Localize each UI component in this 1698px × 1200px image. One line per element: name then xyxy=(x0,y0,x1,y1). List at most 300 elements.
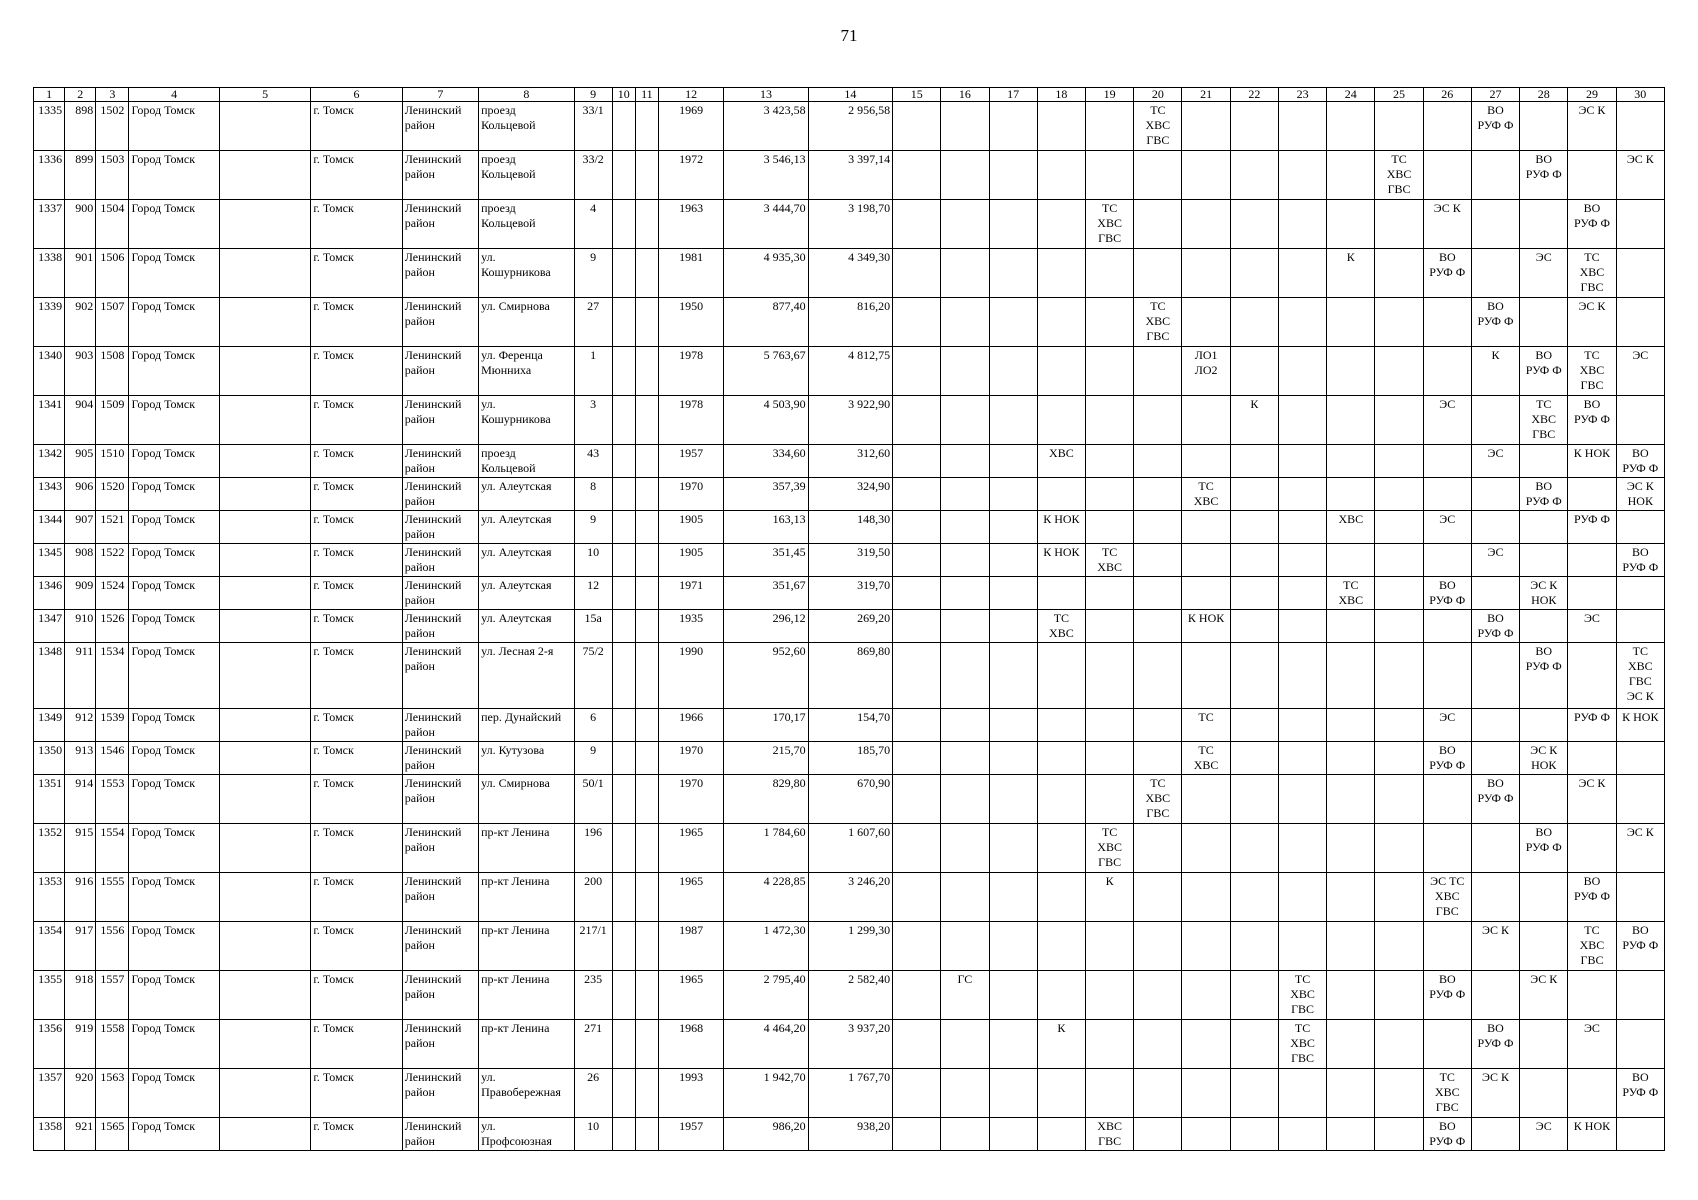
table-cell: 1348 xyxy=(34,643,65,709)
table-cell: ЭС xyxy=(1423,511,1471,544)
table-cell xyxy=(989,873,1037,922)
table-cell: ЭС К xyxy=(1568,298,1616,347)
table-cell: Ленинский район xyxy=(402,347,478,396)
table-cell: 3 397,14 xyxy=(808,151,892,200)
table-cell xyxy=(1134,610,1182,643)
table-row xyxy=(34,775,1665,824)
table-cell xyxy=(1230,1069,1278,1118)
table-cell xyxy=(1278,1118,1326,1151)
table-cell xyxy=(1086,347,1134,396)
table-cell xyxy=(1230,249,1278,298)
table-cell xyxy=(635,249,658,298)
table-cell: 1 472,30 xyxy=(724,922,808,971)
column-header: 25 xyxy=(1375,88,1423,102)
table-cell xyxy=(219,873,310,922)
table-cell xyxy=(1182,511,1230,544)
table-cell xyxy=(1086,249,1134,298)
table-cell xyxy=(893,347,941,396)
table-cell: 351,67 xyxy=(724,577,808,610)
column-header: 7 xyxy=(402,88,478,102)
table-cell: пер. Дунайский xyxy=(479,709,574,742)
table-cell: 271 xyxy=(574,1020,612,1069)
table-cell: 196 xyxy=(574,824,612,873)
table-cell: ХВС xyxy=(1327,511,1375,544)
table-cell: 1966 xyxy=(658,709,723,742)
table-cell xyxy=(612,873,635,922)
table-cell xyxy=(893,1118,941,1151)
table-cell: 1978 xyxy=(658,396,723,445)
table-cell xyxy=(612,1069,635,1118)
column-header: 22 xyxy=(1230,88,1278,102)
table-cell xyxy=(635,643,658,709)
table-cell: 1356 xyxy=(34,1020,65,1069)
table-cell xyxy=(1423,1020,1471,1069)
table-cell: 4 464,20 xyxy=(724,1020,808,1069)
table-cell xyxy=(989,200,1037,249)
table-cell: 3 423,58 xyxy=(724,102,808,151)
table-cell xyxy=(1230,742,1278,775)
table-cell: Город Томск xyxy=(129,1069,219,1118)
table-cell xyxy=(1423,298,1471,347)
table-cell: 357,39 xyxy=(724,478,808,511)
table-cell: 829,80 xyxy=(724,775,808,824)
table-cell: 816,20 xyxy=(808,298,892,347)
table-cell: ВО РУФ Ф xyxy=(1423,971,1471,1020)
table-cell xyxy=(635,445,658,478)
table-cell xyxy=(989,544,1037,577)
table-cell: Город Томск xyxy=(129,1118,219,1151)
table-cell xyxy=(635,151,658,200)
table-cell xyxy=(1471,1118,1519,1151)
table-cell xyxy=(1568,742,1616,775)
table-cell xyxy=(1471,873,1519,922)
table-cell xyxy=(1230,1118,1278,1151)
table-cell xyxy=(941,298,989,347)
table-cell xyxy=(1278,1069,1326,1118)
table-cell xyxy=(612,1118,635,1151)
table-cell xyxy=(1230,775,1278,824)
table-cell xyxy=(1471,742,1519,775)
table-cell: г. Томск xyxy=(311,577,402,610)
table-cell xyxy=(1182,249,1230,298)
table-cell: 319,50 xyxy=(808,544,892,577)
table-cell xyxy=(941,544,989,577)
table-cell: ТС ХВС xyxy=(1182,478,1230,511)
table-cell: ул. Профсоюзная xyxy=(479,1118,574,1151)
table-cell xyxy=(1375,298,1423,347)
table-cell xyxy=(1230,709,1278,742)
table-cell xyxy=(893,610,941,643)
table-cell xyxy=(219,200,310,249)
table-cell xyxy=(1616,298,1664,347)
table-cell xyxy=(219,445,310,478)
table-cell: Город Томск xyxy=(129,824,219,873)
table-cell xyxy=(1134,1118,1182,1151)
table-cell: ЭС К xyxy=(1471,922,1519,971)
table-cell: ЭС К xyxy=(1616,824,1664,873)
table-cell xyxy=(893,544,941,577)
table-cell xyxy=(635,971,658,1020)
table-cell xyxy=(1230,151,1278,200)
table-cell: 1338 xyxy=(34,249,65,298)
table-cell: К НОК xyxy=(1568,1118,1616,1151)
table-cell: ТС ХВС ГВС xyxy=(1568,249,1616,298)
table-cell: 1 xyxy=(574,347,612,396)
table-cell: ВО РУФ Ф xyxy=(1423,249,1471,298)
table-cell: 9 xyxy=(574,511,612,544)
table-cell: 920 xyxy=(65,1069,96,1118)
table-cell xyxy=(1278,298,1326,347)
table-cell: 4 812,75 xyxy=(808,347,892,396)
column-header: 18 xyxy=(1037,88,1085,102)
table-cell: 3 246,20 xyxy=(808,873,892,922)
table-cell xyxy=(1037,873,1085,922)
table-cell xyxy=(989,1020,1037,1069)
table-cell xyxy=(1182,544,1230,577)
table-cell: Город Томск xyxy=(129,971,219,1020)
table-cell xyxy=(219,151,310,200)
table-cell: 1978 xyxy=(658,347,723,396)
table-cell xyxy=(893,873,941,922)
table-cell: 319,70 xyxy=(808,577,892,610)
table-row xyxy=(34,445,1665,478)
table-cell xyxy=(893,971,941,1020)
column-header: 14 xyxy=(808,88,892,102)
table-cell: г. Томск xyxy=(311,1069,402,1118)
table-cell: 1358 xyxy=(34,1118,65,1151)
table-cell: ВО РУФ Ф xyxy=(1471,775,1519,824)
table-cell: Ленинский район xyxy=(402,445,478,478)
table-cell xyxy=(989,478,1037,511)
column-header: 16 xyxy=(941,88,989,102)
table-row xyxy=(34,298,1665,347)
table-cell: 1935 xyxy=(658,610,723,643)
table-cell xyxy=(1230,971,1278,1020)
table-cell xyxy=(1230,1020,1278,1069)
table-cell: 163,13 xyxy=(724,511,808,544)
table-cell: Ленинский район xyxy=(402,396,478,445)
table-cell xyxy=(1134,478,1182,511)
table-cell: ГС xyxy=(941,971,989,1020)
column-header: 28 xyxy=(1520,88,1568,102)
table-cell xyxy=(1037,971,1085,1020)
table-cell xyxy=(1182,1020,1230,1069)
table-cell: г. Томск xyxy=(311,102,402,151)
table-row xyxy=(34,544,1665,577)
table-cell xyxy=(1037,1069,1085,1118)
table-cell xyxy=(989,643,1037,709)
table-cell xyxy=(1616,102,1664,151)
table-cell: ВО РУФ Ф xyxy=(1471,298,1519,347)
table-cell xyxy=(1520,445,1568,478)
table-cell: 3 922,90 xyxy=(808,396,892,445)
table-cell xyxy=(989,445,1037,478)
table-cell: Ленинский район xyxy=(402,971,478,1020)
table-cell: Город Томск xyxy=(129,709,219,742)
column-header: 9 xyxy=(574,88,612,102)
table-cell: 33/1 xyxy=(574,102,612,151)
table-cell xyxy=(1037,347,1085,396)
column-header: 29 xyxy=(1568,88,1616,102)
table-cell: Ленинский район xyxy=(402,775,478,824)
table-cell: ВО РУФ Ф xyxy=(1568,396,1616,445)
table-cell: 899 xyxy=(65,151,96,200)
table-cell xyxy=(635,1020,658,1069)
table-cell xyxy=(1278,643,1326,709)
table-cell xyxy=(1471,643,1519,709)
table-cell xyxy=(893,1069,941,1118)
table-cell: ХВС xyxy=(1037,445,1085,478)
table-cell xyxy=(989,249,1037,298)
table-cell: Город Томск xyxy=(129,577,219,610)
table-cell: 235 xyxy=(574,971,612,1020)
table-cell xyxy=(1086,1069,1134,1118)
table-cell: ЭС xyxy=(1423,709,1471,742)
table-cell xyxy=(1278,775,1326,824)
table-cell xyxy=(1037,249,1085,298)
table-cell xyxy=(1134,544,1182,577)
table-cell: 986,20 xyxy=(724,1118,808,1151)
table-cell: 4 xyxy=(574,200,612,249)
table-cell: 1503 xyxy=(96,151,129,200)
table-cell: 1970 xyxy=(658,478,723,511)
table-cell: Ленинский район xyxy=(402,151,478,200)
table-cell xyxy=(1086,971,1134,1020)
table-cell xyxy=(1471,971,1519,1020)
table-cell xyxy=(635,396,658,445)
table-cell: ЭС К xyxy=(1568,775,1616,824)
table-cell: 1522 xyxy=(96,544,129,577)
table-cell: 910 xyxy=(65,610,96,643)
table-cell: 2 795,40 xyxy=(724,971,808,1020)
table-cell: 911 xyxy=(65,643,96,709)
table-cell xyxy=(1520,511,1568,544)
table-cell xyxy=(1520,775,1568,824)
table-cell xyxy=(1278,742,1326,775)
table-cell xyxy=(1375,249,1423,298)
table-cell: ТС ХВС xyxy=(1037,610,1085,643)
table-cell: К НОК xyxy=(1037,544,1085,577)
table-cell xyxy=(1423,643,1471,709)
table-cell: ТС xyxy=(1182,709,1230,742)
table-cell xyxy=(989,709,1037,742)
table-cell xyxy=(1423,151,1471,200)
table-cell xyxy=(1327,445,1375,478)
column-header: 1 xyxy=(34,88,65,102)
table-row xyxy=(34,709,1665,742)
table-cell xyxy=(941,249,989,298)
table-cell xyxy=(941,396,989,445)
table-cell: 1539 xyxy=(96,709,129,742)
table-cell: ВО РУФ Ф xyxy=(1520,643,1568,709)
page-number: 71 xyxy=(840,26,858,45)
table-cell xyxy=(941,709,989,742)
table-cell xyxy=(893,102,941,151)
table-cell: ТС ХВС ГВС xyxy=(1278,971,1326,1020)
table-cell xyxy=(219,249,310,298)
table-cell xyxy=(1327,824,1375,873)
table-cell: 1341 xyxy=(34,396,65,445)
table-cell xyxy=(1182,396,1230,445)
table-cell xyxy=(1375,1069,1423,1118)
table-cell xyxy=(219,1118,310,1151)
table-cell xyxy=(1327,742,1375,775)
table-cell: Город Томск xyxy=(129,775,219,824)
table-cell: 4 228,85 xyxy=(724,873,808,922)
table-cell xyxy=(1471,577,1519,610)
table-cell: ВО РУФ Ф xyxy=(1423,742,1471,775)
table-row xyxy=(34,971,1665,1020)
table-cell: ЭС xyxy=(1568,1020,1616,1069)
column-header: 17 xyxy=(989,88,1037,102)
table-cell xyxy=(1327,922,1375,971)
table-cell xyxy=(612,478,635,511)
table-cell xyxy=(1278,478,1326,511)
table-cell xyxy=(941,1020,989,1069)
table-cell: 1502 xyxy=(96,102,129,151)
table-cell: ВО РУФ Ф xyxy=(1520,478,1568,511)
table-cell: 1556 xyxy=(96,922,129,971)
table-cell xyxy=(941,102,989,151)
table-cell xyxy=(1327,200,1375,249)
table-cell xyxy=(989,971,1037,1020)
table-cell xyxy=(1375,577,1423,610)
table-cell xyxy=(1616,249,1664,298)
table-cell xyxy=(893,249,941,298)
table-cell: 12 xyxy=(574,577,612,610)
table-cell: 1970 xyxy=(658,775,723,824)
table-cell xyxy=(1230,347,1278,396)
table-cell: Город Томск xyxy=(129,151,219,200)
table-cell xyxy=(1182,1118,1230,1151)
table-cell: ул. Алеутская xyxy=(479,544,574,577)
table-cell xyxy=(1230,478,1278,511)
table-cell xyxy=(1278,709,1326,742)
table-cell xyxy=(1230,102,1278,151)
table-cell xyxy=(941,478,989,511)
table-cell: ТС ХВС ГВС xyxy=(1134,298,1182,347)
table-cell xyxy=(1134,445,1182,478)
column-header: 12 xyxy=(658,88,723,102)
table-cell: 312,60 xyxy=(808,445,892,478)
table-cell: Город Томск xyxy=(129,643,219,709)
table-cell: пр-кт Ленина xyxy=(479,922,574,971)
table-cell xyxy=(1037,775,1085,824)
table-cell xyxy=(1520,1020,1568,1069)
table-cell xyxy=(941,742,989,775)
table-cell xyxy=(1278,396,1326,445)
column-header: 8 xyxy=(479,88,574,102)
table-cell: 918 xyxy=(65,971,96,1020)
table-cell: К НОК xyxy=(1037,511,1085,544)
table-row xyxy=(34,511,1665,544)
table-cell xyxy=(612,1020,635,1069)
table-cell xyxy=(989,151,1037,200)
table-cell xyxy=(989,298,1037,347)
table-cell xyxy=(612,396,635,445)
table-cell xyxy=(635,347,658,396)
table-cell xyxy=(1134,922,1182,971)
table-cell xyxy=(1327,396,1375,445)
table-cell xyxy=(1182,200,1230,249)
table-cell xyxy=(1182,577,1230,610)
table-cell: г. Томск xyxy=(311,249,402,298)
table-cell xyxy=(1616,577,1664,610)
table-cell xyxy=(893,775,941,824)
table-cell xyxy=(635,200,658,249)
table-cell: ВО РУФ Ф xyxy=(1520,347,1568,396)
table-cell xyxy=(219,347,310,396)
table-cell xyxy=(635,824,658,873)
table-cell xyxy=(1471,511,1519,544)
table-cell xyxy=(1375,971,1423,1020)
table-cell: 917 xyxy=(65,922,96,971)
table-cell: 909 xyxy=(65,577,96,610)
table-cell: ул. Правобережная xyxy=(479,1069,574,1118)
table-cell xyxy=(941,643,989,709)
table-cell: 670,90 xyxy=(808,775,892,824)
column-header: 10 xyxy=(612,88,635,102)
table-cell xyxy=(612,544,635,577)
table-cell xyxy=(893,922,941,971)
table-cell: Ленинский район xyxy=(402,643,478,709)
table-cell xyxy=(1568,151,1616,200)
table-cell: 1993 xyxy=(658,1069,723,1118)
table-cell: 900 xyxy=(65,200,96,249)
table-cell xyxy=(1423,922,1471,971)
column-header: 20 xyxy=(1134,88,1182,102)
table-cell: пр-кт Ленина xyxy=(479,873,574,922)
table-cell: Город Томск xyxy=(129,1020,219,1069)
table-cell: 1524 xyxy=(96,577,129,610)
table-cell xyxy=(612,511,635,544)
table-cell: ЭС К xyxy=(1471,1069,1519,1118)
table-cell: г. Томск xyxy=(311,544,402,577)
table-cell xyxy=(1134,1020,1182,1069)
table-cell xyxy=(1230,873,1278,922)
table-cell: ВО РУФ Ф xyxy=(1471,610,1519,643)
table-cell xyxy=(941,151,989,200)
table-cell xyxy=(1616,775,1664,824)
table-cell xyxy=(1134,971,1182,1020)
table-cell xyxy=(612,824,635,873)
table-cell xyxy=(1278,200,1326,249)
table-cell: 1504 xyxy=(96,200,129,249)
table-cell: 2 956,58 xyxy=(808,102,892,151)
table-cell: Ленинский район xyxy=(402,610,478,643)
table-cell xyxy=(1134,709,1182,742)
table-cell: 1971 xyxy=(658,577,723,610)
table-cell xyxy=(612,347,635,396)
table-cell xyxy=(1134,511,1182,544)
table-cell xyxy=(1134,396,1182,445)
table-cell: 1335 xyxy=(34,102,65,151)
table-cell xyxy=(989,1118,1037,1151)
column-header: 19 xyxy=(1086,88,1134,102)
table-cell xyxy=(1134,577,1182,610)
table-cell: 919 xyxy=(65,1020,96,1069)
table-cell: г. Томск xyxy=(311,347,402,396)
table-cell: ВО РУФ Ф xyxy=(1616,544,1664,577)
table-cell xyxy=(941,200,989,249)
table-cell: ВО РУФ Ф xyxy=(1616,445,1664,478)
table-cell xyxy=(1278,873,1326,922)
table-cell xyxy=(1616,1118,1664,1151)
table-cell: 1 784,60 xyxy=(724,824,808,873)
table-cell xyxy=(1520,873,1568,922)
table-cell xyxy=(219,577,310,610)
table-cell: 1965 xyxy=(658,873,723,922)
